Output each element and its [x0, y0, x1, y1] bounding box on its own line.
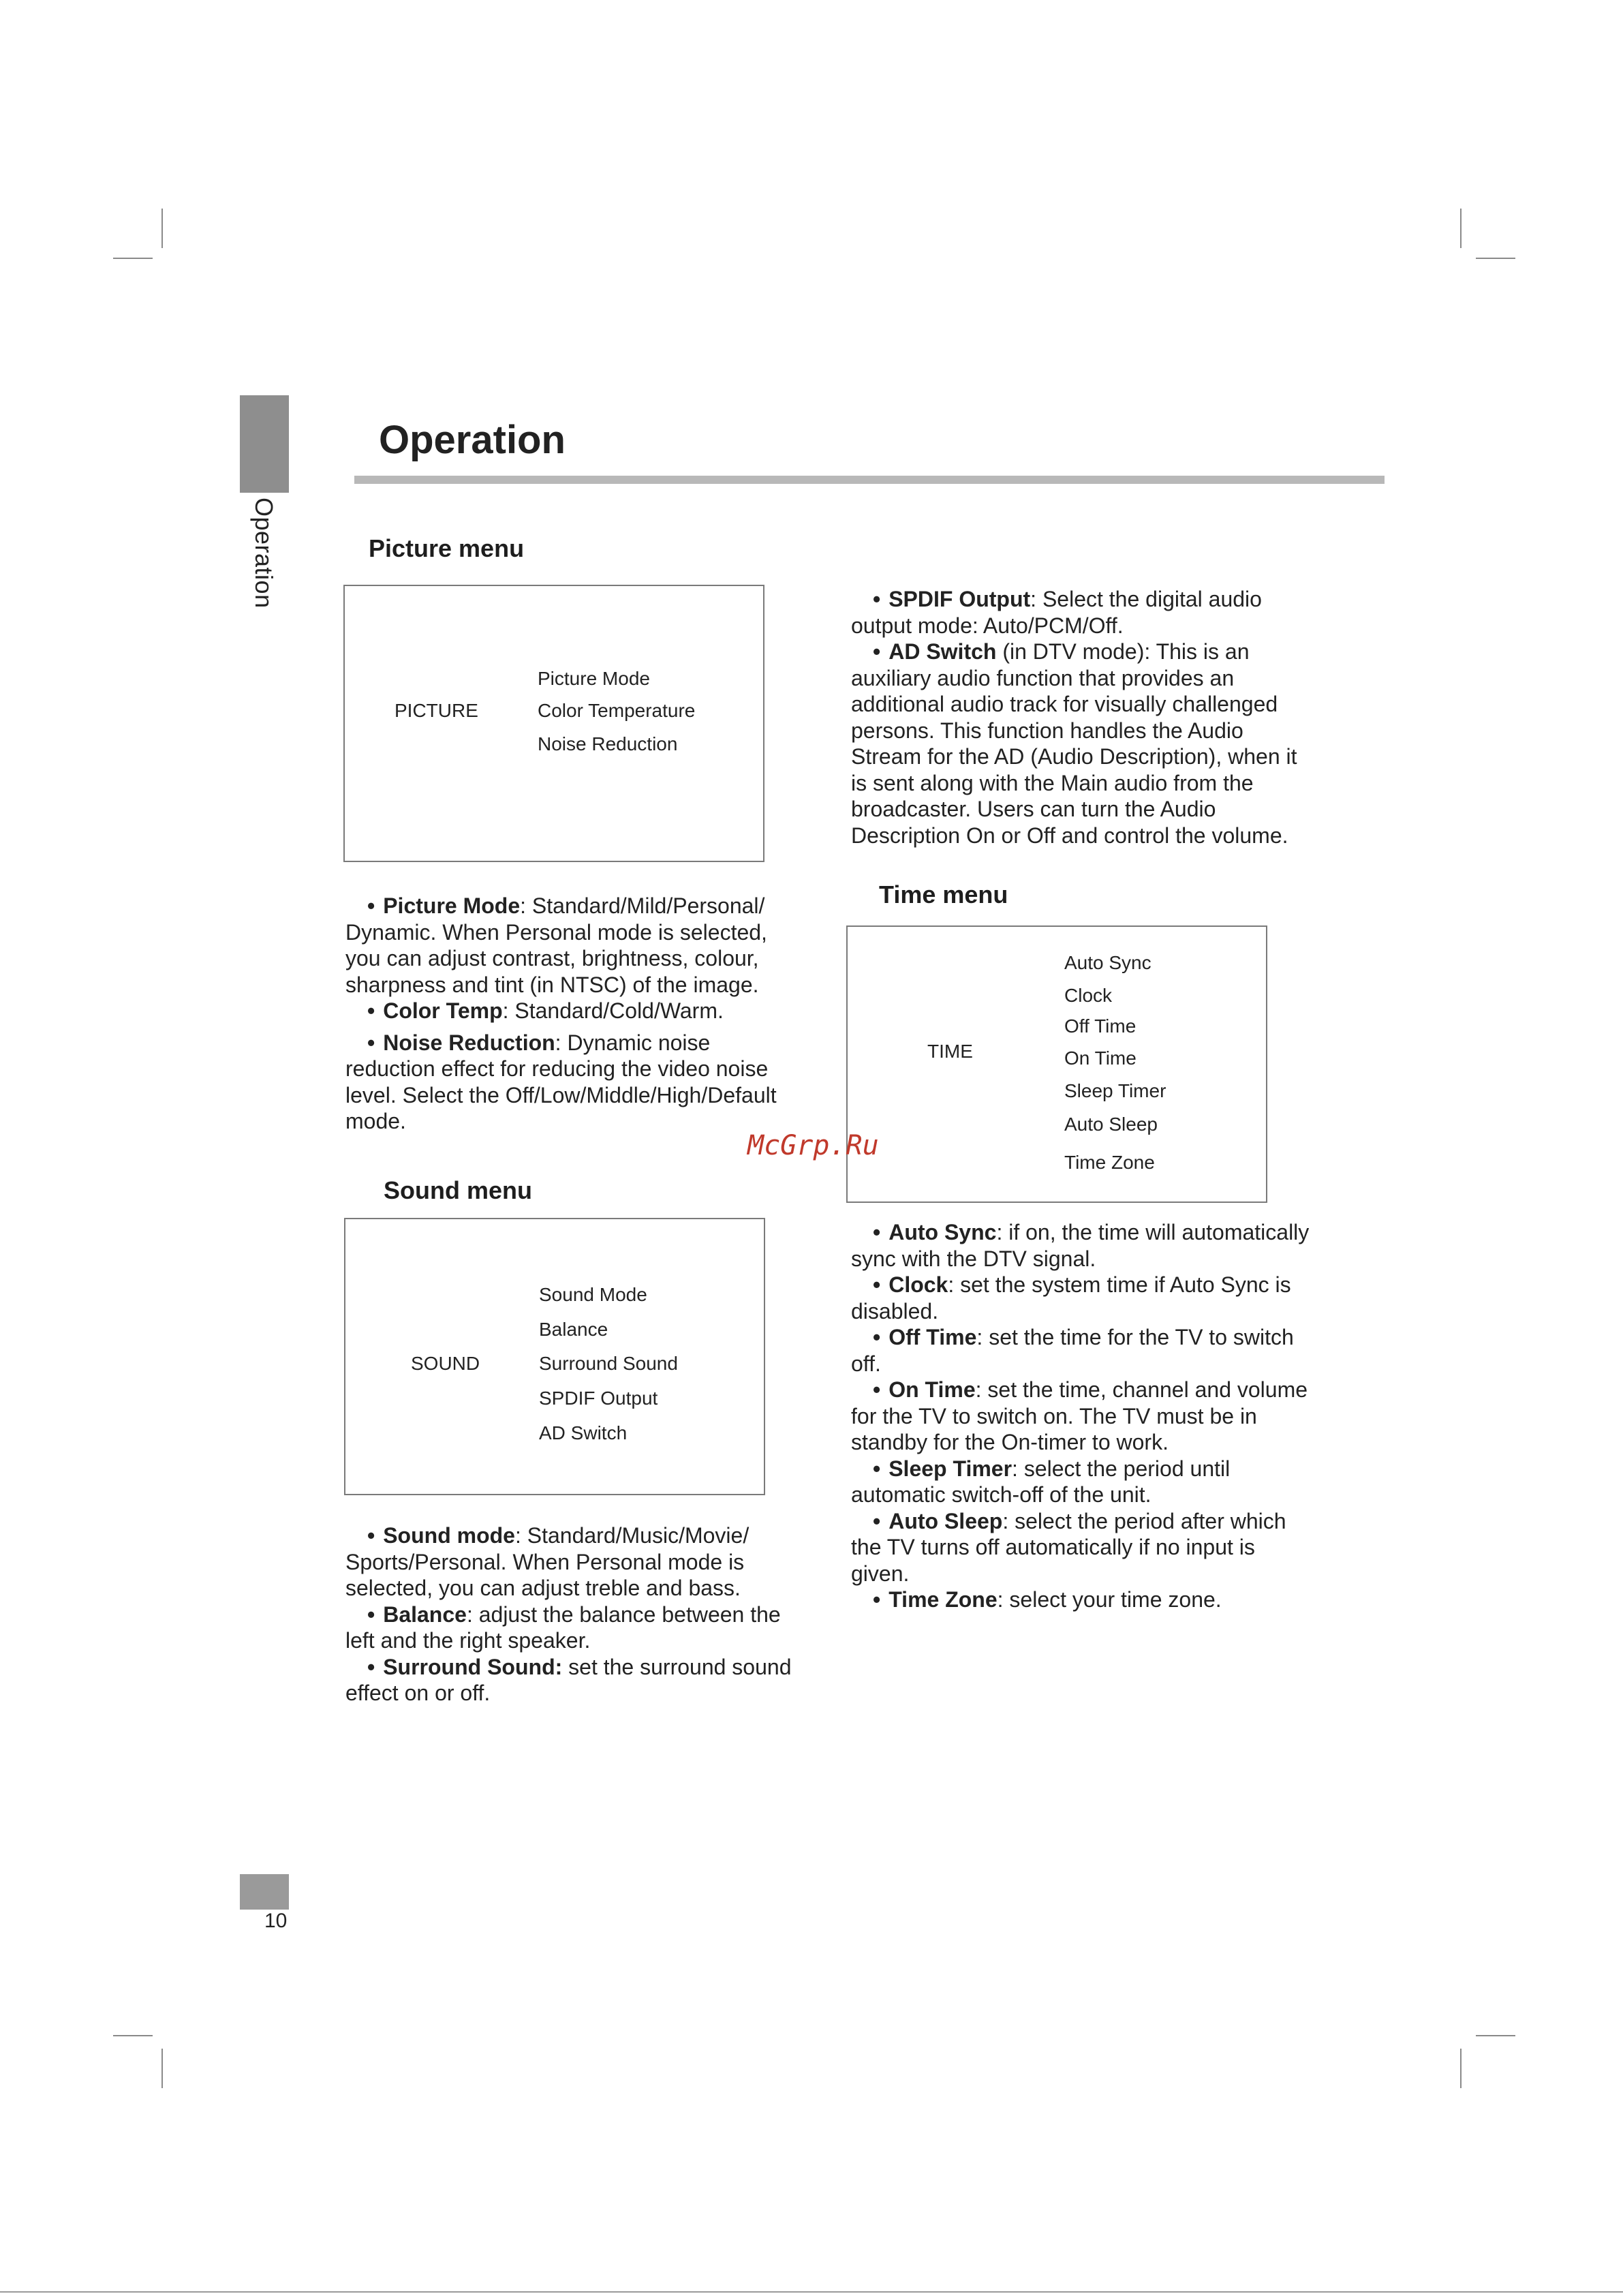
time-menu-item: Sleep Timer	[1064, 1080, 1166, 1101]
bottom-border	[0, 2291, 1623, 2293]
sound-menu-label: SOUND	[411, 1353, 480, 1374]
sound-menu-item: Sound Mode	[539, 1284, 647, 1305]
off-time-desc: • Off Time: set the time for the TV to switch off.	[851, 1325, 1294, 1376]
time-menu-item: Time Zone	[1064, 1152, 1155, 1173]
page-title: Operation	[379, 418, 566, 462]
sound-menu-item: SPDIF Output	[539, 1388, 658, 1409]
time-menu-box	[846, 925, 1267, 1203]
page-number: 10	[264, 1910, 288, 1932]
time-menu-item: Auto Sleep	[1064, 1114, 1158, 1135]
time-zone-desc: • Time Zone: select your time zone.	[873, 1587, 1222, 1612]
spdif-output-desc: • SPDIF Output: Select the digital audio output mode: Auto/PCM/Off.	[851, 587, 1262, 638]
crop-mark	[113, 2035, 153, 2036]
sound-mode-desc: • Sound mode: Standard/Music/Movie/ Sports/Personal. When Personal mode is selected, you can adjust treble and bass.	[345, 1523, 749, 1600]
time-menu-label: TIME	[927, 1041, 973, 1062]
color-temp-desc: • Color Temp: Standard/Cold/Warm.	[367, 998, 724, 1023]
picture-menu-item: Noise Reduction	[538, 733, 678, 754]
picture-menu-box	[343, 585, 764, 862]
balance-desc: • Balance: adjust the balance between the left and the right speaker.	[345, 1602, 781, 1653]
watermark: McGrp.Ru	[747, 1130, 879, 1161]
crop-mark	[1476, 2035, 1515, 2036]
title-rule	[354, 476, 1385, 484]
sound-menu-item: Surround Sound	[539, 1353, 678, 1374]
side-tab	[240, 395, 289, 493]
audio-description	[851, 586, 1314, 848]
crop-mark	[161, 209, 163, 248]
time-menu-heading: Time menu	[879, 881, 1008, 908]
clock-desc: • Clock: set the system time if Auto Sync is disabled.	[851, 1272, 1291, 1323]
picture-menu-item: Picture Mode	[538, 668, 650, 689]
ad-switch-desc: • AD Switch (in DTV mode): This is an auxiliary audio function that provides an additional audio track for visually challenged persons. This function handles the Audio Stream for the AD (Audio Description), when it is sent along with the Main audio from the broadcaster. Users can turn the Audio Description On or Off and control the volume.	[851, 639, 1297, 848]
picture-description	[345, 893, 795, 1135]
auto-sleep-desc: • Auto Sleep: select the period after which the TV turns off automatically if no input is given.	[851, 1508, 1286, 1586]
picture-menu-heading: Picture menu	[369, 534, 525, 562]
sound-description	[345, 1522, 795, 1706]
crop-mark	[1460, 209, 1462, 248]
side-label: Operation	[250, 498, 278, 609]
on-time-desc: • On Time: set the time, channel and volume for the TV to switch on. The TV must be in standby for the On-timer to work.	[851, 1377, 1308, 1454]
picture-mode-desc: • Picture Mode: Standard/Mild/Personal/ Dynamic. When Personal mode is selected, you can adjust contrast, brightness, colour, sharpness and tint (in NTSC) of the image.	[345, 893, 767, 997]
auto-sync-desc: • Auto Sync: if on, the time will automatically sync with the DTV signal.	[851, 1220, 1310, 1271]
time-menu-item: Clock	[1064, 985, 1113, 1006]
sound-menu-heading: Sound menu	[384, 1176, 532, 1204]
crop-mark	[161, 2049, 163, 2088]
surround-sound-desc: • Surround Sound: set the surround sound effect on or off.	[345, 1654, 792, 1705]
sound-menu-item: AD Switch	[539, 1422, 628, 1443]
crop-mark	[113, 258, 153, 259]
sound-menu-box	[344, 1218, 765, 1495]
time-menu-item: Auto Sync	[1064, 952, 1151, 973]
picture-menu-label: PICTURE	[395, 700, 478, 721]
time-menu-item: On Time	[1064, 1047, 1137, 1069]
page-number-tab	[240, 1874, 289, 1910]
time-menu-item: Off Time	[1064, 1015, 1137, 1037]
noise-reduction-desc: • Noise Reduction: Dynamic noise reduction effect for reducing the video noise level. Select the Off/Low/Middle/High/Default mode.	[345, 1030, 777, 1133]
crop-mark	[1476, 258, 1515, 259]
time-description	[851, 1219, 1314, 1613]
crop-mark	[1460, 2049, 1462, 2088]
picture-menu-item: Color Temperature	[538, 700, 696, 721]
sound-menu-item: Balance	[539, 1319, 608, 1340]
sleep-timer-desc: • Sleep Timer: select the period until automatic switch-off of the unit.	[851, 1456, 1231, 1507]
